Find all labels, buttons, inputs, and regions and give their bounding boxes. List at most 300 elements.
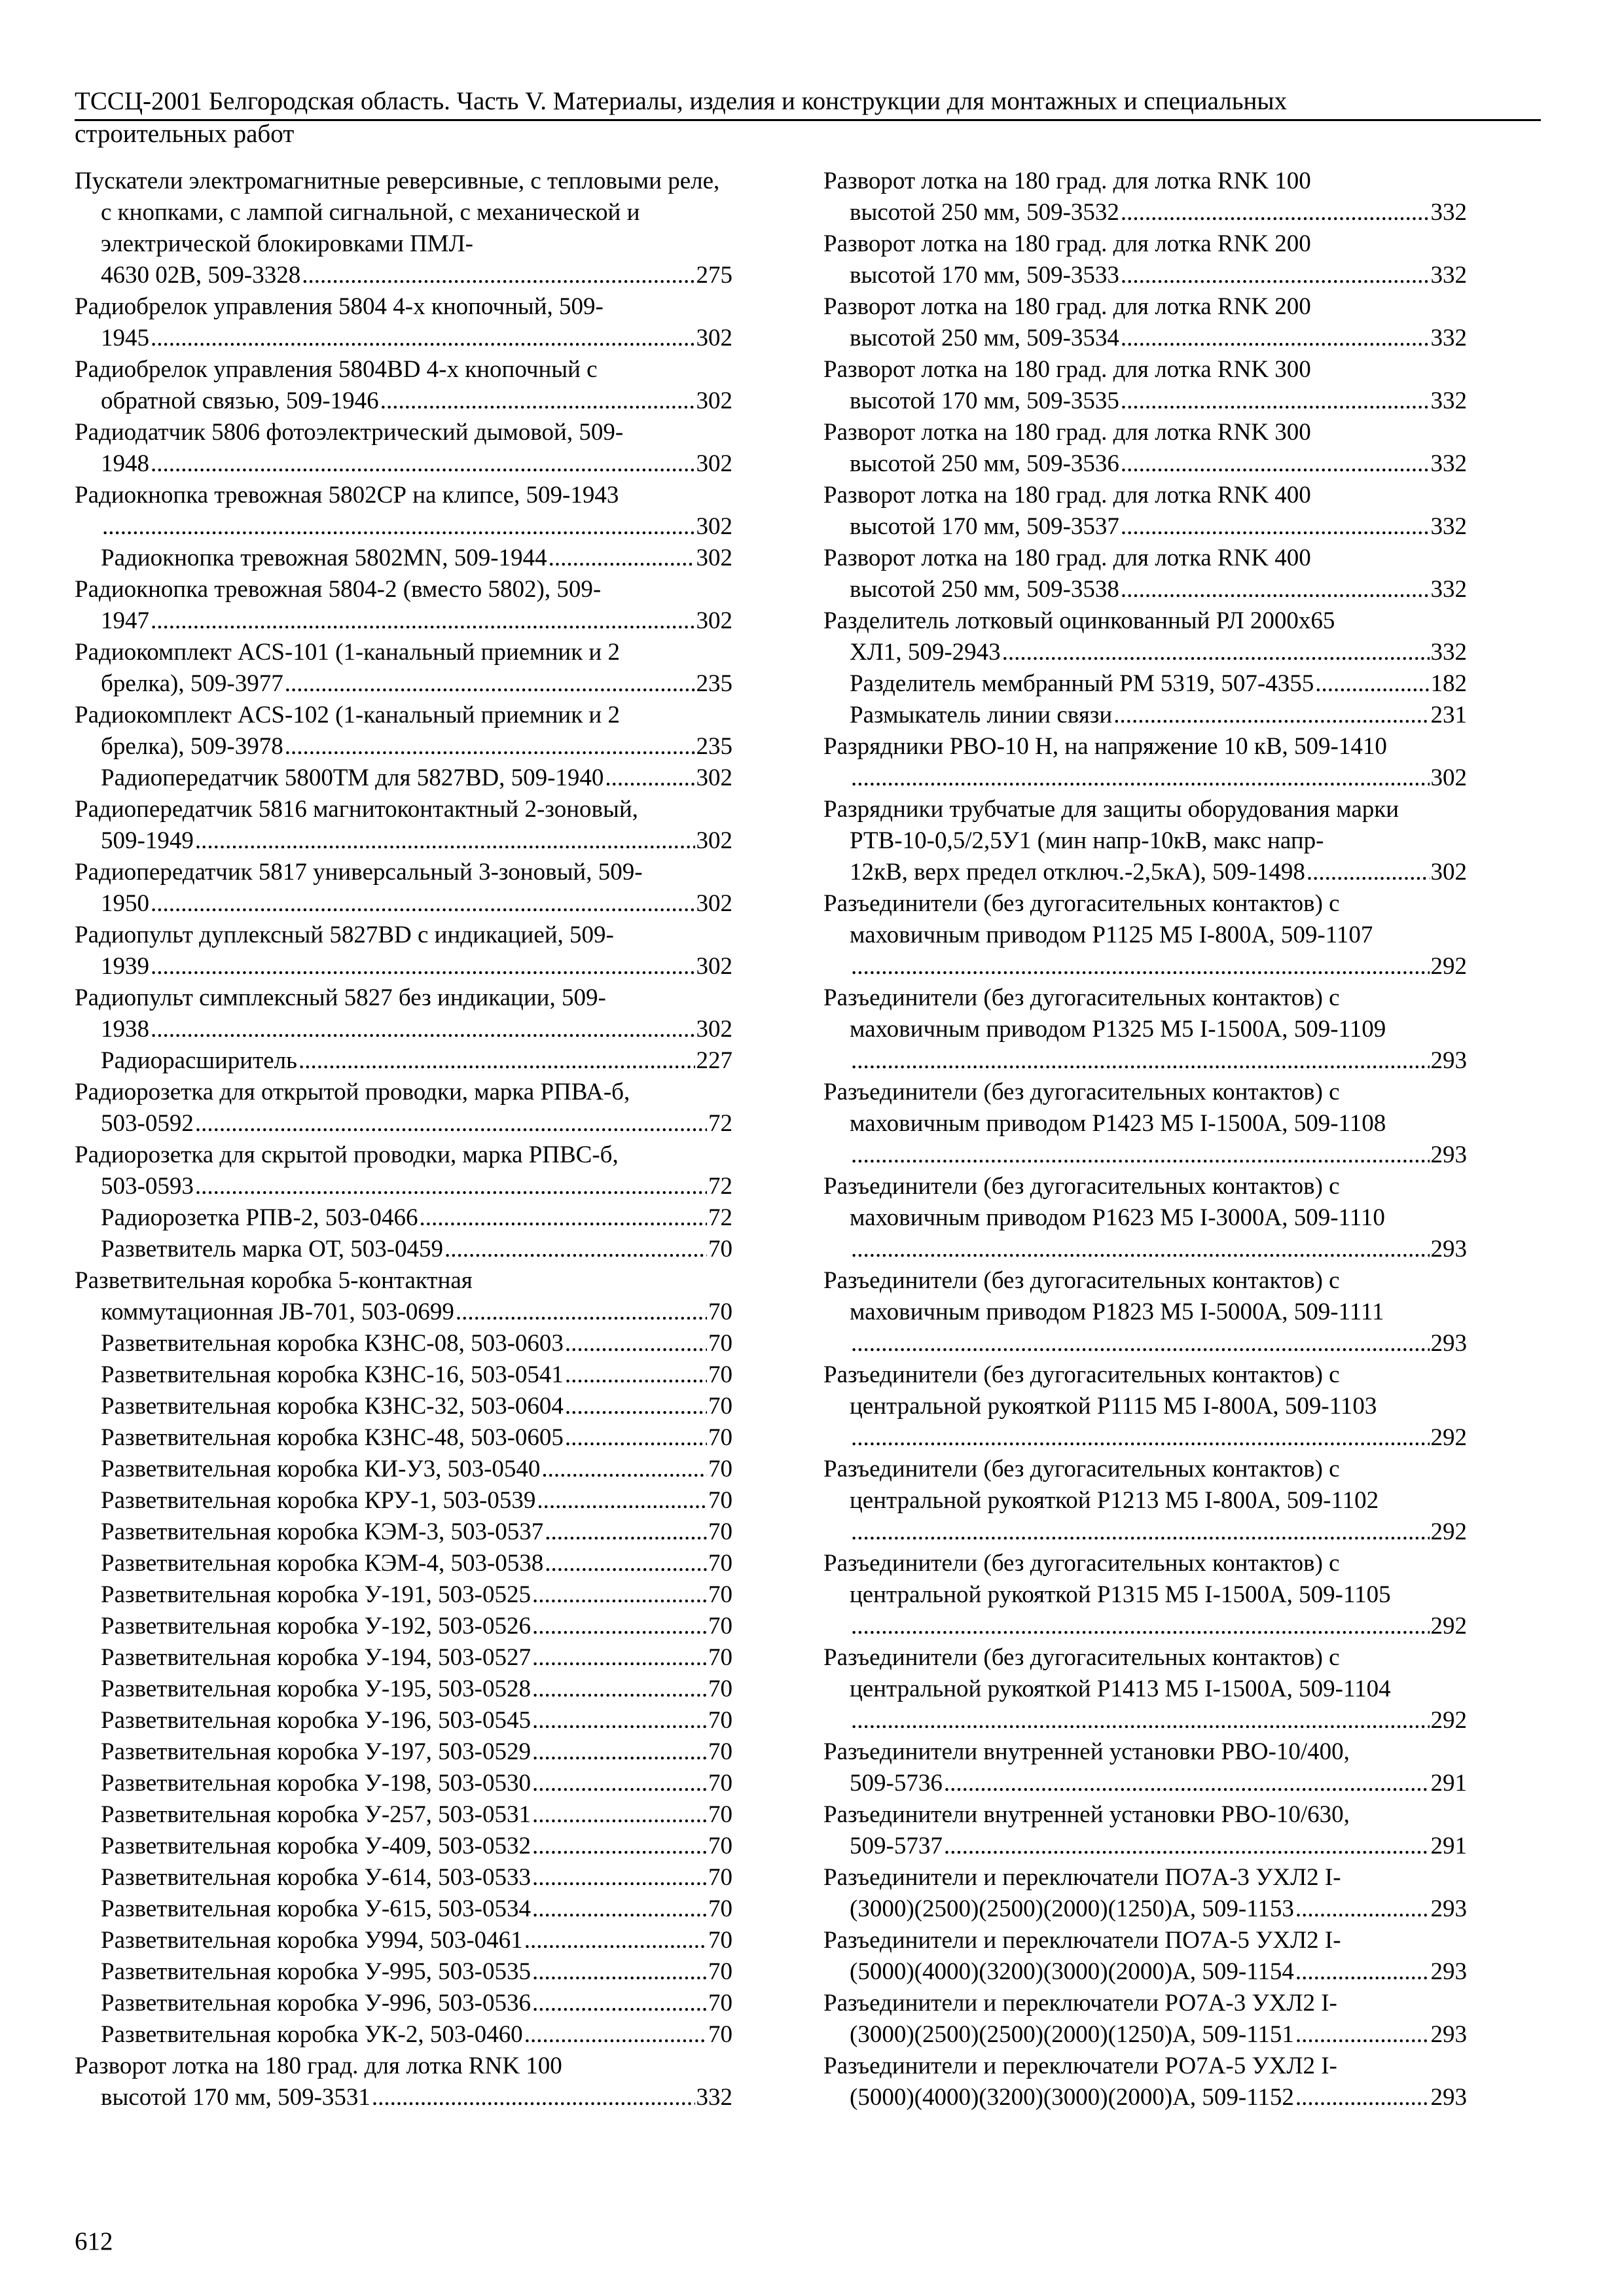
index-entry [75, 1956, 732, 1988]
index-entry [823, 2051, 1467, 2113]
dot-leader [851, 762, 1430, 794]
entry-tail-text: Разветвительная коробка У994, 503-0461 [101, 1927, 523, 1954]
index-entry [75, 2019, 732, 2051]
index-entry [823, 888, 1467, 982]
index-entry [823, 543, 1467, 605]
entry-tail-text: высотой 250 мм, 509-3534 [850, 325, 1119, 351]
index-entry [75, 1925, 732, 1956]
index-entry [75, 1831, 732, 1862]
dot-leader [532, 1831, 707, 1862]
index-entry [823, 1077, 1467, 1171]
entry-leader-line [101, 1893, 732, 1925]
index-entry [75, 1862, 732, 1893]
dot-leader [545, 1548, 707, 1579]
entry-page-number: 302 [1430, 764, 1467, 791]
entry-tail-text: 1950 [101, 890, 149, 917]
dot-leader [549, 543, 695, 574]
entry-leader-line [850, 2019, 1467, 2051]
index-entry [823, 1454, 1467, 1548]
entry-leader-line [850, 857, 1467, 888]
index-entry [823, 228, 1467, 291]
entry-text: Разворот лотка на 180 град. для лотка RNK 300 [823, 419, 1311, 446]
entry-page-number: 293 [1430, 1958, 1467, 1985]
dot-leader [532, 1988, 707, 2019]
dot-leader [944, 1831, 1430, 1862]
index-entry [823, 1548, 1467, 1642]
entry-page-number: 332 [1430, 576, 1467, 603]
index-entry [75, 543, 732, 574]
entry-page-number: 275 [696, 262, 732, 289]
dot-leader [285, 731, 695, 762]
entry-leader-line [101, 1705, 732, 1736]
entry-page-number: 70 [708, 1424, 732, 1451]
entry-tail-text: (3000)(2500)(2500)(2000)(1250)А, 509-1151 [850, 2021, 1294, 2048]
entry-leader-line [101, 448, 732, 480]
index-entry [75, 166, 732, 291]
entry-page-number: 291 [1430, 1770, 1467, 1797]
header-title-line2: строительных работ [75, 120, 295, 148]
entry-text: Радиорозетка для открытой проводки, марка РПВА-б, [75, 1079, 630, 1105]
index-entry [75, 1422, 732, 1454]
index-entry [823, 794, 1467, 888]
entry-text: Радиопередатчик 5817 универсальный 3-зоновый, 509- [75, 859, 643, 886]
entry-leader-line [850, 1831, 1467, 1862]
entry-tail-text: Разветвительная коробка У-615, 503-0534 [101, 1895, 532, 1922]
dot-leader [151, 323, 695, 354]
entry-page-number: 70 [708, 1864, 732, 1891]
entry-page-number: 292 [1430, 1518, 1467, 1545]
entry-leader-line [101, 1171, 732, 1202]
entry-leader-line [850, 448, 1467, 480]
dot-leader [545, 1516, 707, 1548]
entry-page-number: 332 [1430, 199, 1467, 226]
entry-text: Радиокнопка тревожная 5802СР на клипсе, 509-1943 [75, 482, 619, 509]
entry-leader-line [850, 260, 1467, 291]
dot-leader [532, 1579, 707, 1611]
entry-text: Разъединители и переключатели ПО7А-3 УХЛ2 I- [823, 1864, 1341, 1891]
entry-page-number: 70 [708, 1613, 732, 1640]
index-entry [75, 1548, 732, 1579]
entry-leader-line [850, 197, 1467, 228]
entry-leader-line [101, 1956, 732, 1988]
entry-text: Разъединители (без дугогасительных контактов) с маховичным приводом Р1823 М5 I-5000А, 509-1111 [823, 1267, 1384, 1325]
entry-tail-text: 509-5736 [850, 1770, 943, 1797]
entry-tail-text: 4630 02В, 509-3328 [101, 262, 301, 289]
entry-page-number: 235 [696, 733, 732, 760]
entry-page-number: 70 [708, 1581, 732, 1608]
entry-page-number: 70 [708, 1644, 732, 1671]
index-entry [75, 1139, 732, 1202]
dot-leader [1315, 668, 1429, 700]
entry-text: Радиорозетка для скрытой проводки, марка РПВС-б, [75, 1141, 619, 1168]
entry-tail-text: брелка), 509-3977 [101, 670, 283, 697]
index-entry [75, 1077, 732, 1139]
entry-leader-line [101, 1328, 732, 1359]
entry-page-number: 70 [708, 1833, 732, 1859]
index-entry [75, 700, 732, 762]
entry-leader-line [101, 1359, 732, 1391]
entry-text: Радиокомплект ACS-102 (1-канальный приемник и 2 [75, 702, 620, 728]
entry-page-number: 292 [1430, 1707, 1467, 1734]
entry-page-number: 70 [708, 1738, 732, 1765]
dot-leader [851, 951, 1430, 982]
index-entry [823, 1925, 1467, 1988]
entry-tail-text: (3000)(2500)(2500)(2000)(1250)А, 509-1153 [850, 1895, 1294, 1922]
entry-page-number: 72 [708, 1173, 732, 1200]
dot-leader [298, 1045, 695, 1077]
entry-page-number: 70 [708, 1927, 732, 1954]
entry-tail-text: Разветвительная коробка КЗНС-48, 503-0605 [101, 1424, 564, 1451]
dot-leader [151, 1014, 695, 1045]
entry-tail-text: Разветвитель марка ОТ, 503-0459 [101, 1236, 444, 1263]
entry-leader-line [101, 1485, 732, 1516]
dot-leader [372, 2082, 695, 2113]
dot-leader [851, 1422, 1430, 1454]
entry-leader-line [101, 2019, 732, 2051]
entry-leader-line [101, 825, 732, 857]
entry-page-number: 231 [1430, 702, 1467, 728]
entry-leader-line [101, 386, 732, 417]
dot-leader [851, 1516, 1430, 1548]
entry-text: Разворот лотка на 180 град. для лотка RNK 200 [823, 293, 1311, 320]
entry-page-number: 70 [708, 1236, 732, 1263]
index-entry [75, 920, 732, 982]
entry-leader-line [850, 574, 1467, 605]
entry-leader-line [101, 1234, 732, 1265]
index-entry [823, 731, 1467, 794]
index-entry [75, 1674, 732, 1705]
entry-text: Пускатели электромагнитные реверсивные, с тепловыми реле, с кнопками, с лампой сигнальной, с механической и электрической блокировками ПМЛ- [75, 168, 720, 257]
index-entry [75, 1768, 732, 1799]
entry-tail-text: Радиокнопка тревожная 5802MN, 509-1944 [101, 545, 547, 571]
entry-tail-text: (5000)(4000)(3200)(3000)(2000)А, 509-1154 [850, 1958, 1294, 1985]
entry-page-number: 70 [708, 1550, 732, 1577]
entry-page-number: 70 [708, 1770, 732, 1797]
dot-leader [532, 1674, 707, 1705]
page-number: 612 [75, 2227, 113, 2255]
entry-leader-line [101, 888, 732, 920]
entry-page-number: 292 [1430, 953, 1467, 980]
entry-tail-text: Разветвительная коробка У-196, 503-0545 [101, 1707, 532, 1734]
entry-text: Разворот лотка на 180 град. для лотка RNK 400 [823, 482, 1311, 509]
dot-leader [1002, 637, 1430, 668]
entry-leader-line [101, 668, 732, 700]
entry-text: Разъединители (без дугогасительных контактов) с маховичным приводом Р1423 М5 I-1500А, 509-1108 [823, 1079, 1386, 1137]
index-entry [75, 857, 732, 920]
entry-page-number: 70 [708, 1393, 732, 1420]
entry-tail-text: высотой 170 мм, 509-3533 [850, 262, 1119, 289]
entry-leader-line [101, 543, 732, 574]
entry-page-number: 302 [696, 513, 732, 540]
entry-tail-text: 509-1949 [101, 827, 194, 854]
index-entry [823, 417, 1467, 480]
dot-leader [944, 1768, 1430, 1799]
entry-page-number: 302 [696, 890, 732, 917]
entry-page-number: 70 [708, 1518, 732, 1545]
entry-tail-text: 1938 [101, 1016, 149, 1043]
entry-page-number: 70 [708, 1895, 732, 1922]
entry-leader-line [101, 1579, 732, 1611]
dot-leader [195, 825, 695, 857]
dot-leader [851, 1328, 1430, 1359]
entry-leader-line [850, 1234, 1467, 1265]
entry-page-number: 302 [696, 827, 732, 854]
entry-leader-line [850, 1516, 1467, 1548]
entry-text: Разворот лотка на 180 град. для лотка RNK 100 [75, 2053, 562, 2079]
entry-text: Разрядники трубчатые для защиты оборудования марки РТВ-10-0,5/2,5У1 (мин напр-10кВ, макс напр- [823, 796, 1399, 854]
entry-text: Разделитель лотковый оцинкованный РЛ 2000х65 [823, 607, 1335, 634]
entry-tail-text: Размыкатель линии связи [850, 702, 1113, 728]
index-entry [75, 1611, 732, 1642]
header-title-line1: ТССЦ-2001 Белгородская область. Часть V. Материалы, изделия и конструкции для монтажных и специальных [75, 87, 1288, 115]
entry-tail-text: Разветвительная коробка У-194, 503-0527 [101, 1644, 532, 1671]
dot-leader [532, 1893, 707, 1925]
dot-leader [102, 511, 695, 543]
entry-page-number: 302 [696, 325, 732, 351]
entry-tail-text: 1948 [101, 450, 149, 477]
entry-leader-line [101, 1831, 732, 1862]
entry-text: Радиопульт дуплексный 5827BD с индикацией, 509- [75, 922, 614, 948]
entry-tail-text: 12кВ, верх предел отключ.-2,5кА), 509-1498 [850, 859, 1305, 886]
entry-text: Радиопередатчик 5816 магнитоконтактный 2-зоновый, [75, 796, 638, 823]
dot-leader [1295, 2082, 1430, 2113]
entry-leader-line [101, 1108, 732, 1139]
entry-tail-text: высотой 250 мм, 509-3538 [850, 576, 1119, 603]
entry-tail-text: Разветвительная коробка КЗНС-08, 503-0603 [101, 1330, 564, 1357]
dot-leader [532, 1705, 707, 1736]
entry-leader-line [101, 951, 732, 982]
dot-leader [565, 1422, 707, 1454]
entry-text: Разъединители (без дугогасительных контактов) с центральной рукояткой Р1115 М5 I-800А, 509-1103 [823, 1361, 1377, 1420]
entry-page-number: 302 [696, 450, 732, 477]
entry-leader-line [850, 1328, 1467, 1359]
entry-leader-line [850, 951, 1467, 982]
index-entry [75, 1893, 732, 1925]
index-entry [823, 291, 1467, 354]
dot-leader [1307, 857, 1430, 888]
entry-tail-text: Разветвительная коробка КЭМ-4, 503-0538 [101, 1550, 544, 1577]
index-entry [823, 1359, 1467, 1454]
entry-text: Разъединители (без дугогасительных контактов) с маховичным приводом Р1125 М5 I-800А, 509-1107 [823, 890, 1373, 948]
entry-leader-line [850, 668, 1467, 700]
dot-leader [1295, 2019, 1430, 2051]
index-entry [823, 166, 1467, 228]
dot-leader [1121, 574, 1430, 605]
index-entry [75, 1454, 732, 1485]
entry-leader-line [101, 1925, 732, 1956]
entry-leader-line [101, 1736, 732, 1768]
entry-page-number: 302 [696, 953, 732, 980]
dot-leader [195, 1171, 707, 1202]
entry-tail-text: высотой 170 мм, 509-3531 [101, 2084, 370, 2111]
entry-page-number: 292 [1430, 1424, 1467, 1451]
entry-page-number: 293 [1430, 1047, 1467, 1074]
entry-text: Радиобрелок управления 5804BD 4-х кнопочный с [75, 356, 598, 383]
index-entry [823, 1988, 1467, 2051]
entry-leader-line [101, 1768, 732, 1799]
index-entry [75, 1359, 732, 1391]
entry-text: Разворот лотка на 180 град. для лотка RNK 200 [823, 230, 1311, 257]
index-entry [823, 982, 1467, 1077]
index-entry [75, 1736, 732, 1768]
dot-leader [532, 1799, 707, 1831]
dot-leader [195, 1108, 707, 1139]
entry-page-number: 70 [708, 1801, 732, 1828]
entry-page-number: 332 [696, 2084, 732, 2111]
dot-leader [302, 260, 695, 291]
entry-leader-line [101, 1014, 732, 1045]
entry-text: Радиокнопка тревожная 5804-2 (вместо 5802), 509- [75, 576, 602, 603]
index-entry [75, 1799, 732, 1831]
index-entry [823, 668, 1467, 700]
entry-page-number: 332 [1430, 513, 1467, 540]
entry-tail-text: высотой 250 мм, 509-3536 [850, 450, 1119, 477]
entry-text: Разъединители внутренней установки РВО-10/630, [823, 1801, 1350, 1828]
dot-leader [151, 448, 695, 480]
entry-tail-text: высотой 170 мм, 509-3537 [850, 513, 1119, 540]
entry-page-number: 70 [708, 2021, 732, 2048]
entry-leader-line [101, 1988, 732, 2019]
entry-page-number: 70 [708, 1330, 732, 1357]
entry-tail-text: Разветвительная коробка У-197, 503-0529 [101, 1738, 532, 1765]
dot-leader [1121, 323, 1430, 354]
index-entry [75, 1045, 732, 1077]
entry-leader-line [101, 511, 732, 543]
index-entry [823, 480, 1467, 543]
entry-tail-text: высотой 170 мм, 509-3535 [850, 387, 1119, 414]
entry-text: Разъединители внутренней установки РВО-10/400, [823, 1738, 1350, 1765]
entry-text: Разъединители и переключатели ПО7А-5 УХЛ2 I- [823, 1927, 1341, 1954]
entry-text: Разрядники РВО-10 Н, на напряжение 10 кВ, 509-1410 [823, 733, 1387, 760]
entry-tail-text: 509-5737 [850, 1833, 943, 1859]
entry-leader-line [101, 605, 732, 637]
entry-page-number: 332 [1430, 450, 1467, 477]
entry-page-number: 72 [708, 1110, 732, 1137]
entry-page-number: 332 [1430, 262, 1467, 289]
entry-tail-text: Радиопередатчик 5800ТМ для 5827BD, 509-1940 [101, 764, 604, 791]
entry-page-number: 293 [1430, 1236, 1467, 1263]
page-header [75, 86, 1541, 148]
dot-leader [444, 1234, 707, 1265]
entry-leader-line [850, 1768, 1467, 1799]
index-entry [75, 1485, 732, 1516]
entry-tail-text: Разветвительная коробка У-198, 503-0530 [101, 1770, 532, 1797]
entry-tail-text: 503-0593 [101, 1173, 194, 1200]
dot-leader [532, 1736, 707, 1768]
dot-leader [565, 1391, 707, 1422]
dot-leader [1121, 197, 1430, 228]
index-entry [75, 637, 732, 700]
entry-page-number: 293 [1430, 2084, 1467, 2111]
entry-text: Разворот лотка на 180 град. для лотка RNK 300 [823, 356, 1311, 383]
entry-leader-line [850, 386, 1467, 417]
dot-leader [541, 1454, 707, 1485]
dot-leader [851, 1234, 1430, 1265]
entry-page-number: 302 [696, 607, 732, 634]
index-entry [75, 2051, 732, 2113]
entry-tail-text: Разветвительная коробка У-409, 503-0532 [101, 1833, 532, 1859]
entry-tail-text: Радиорозетка РПВ-2, 503-0466 [101, 1204, 418, 1231]
entry-leader-line [850, 511, 1467, 543]
entry-leader-line [101, 1799, 732, 1831]
entry-page-number: 70 [708, 1487, 732, 1514]
entry-page-number: 302 [696, 387, 732, 414]
entry-tail-text: Разветвительная коробка У-614, 503-0533 [101, 1864, 532, 1891]
entry-tail-text: 1945 [101, 325, 149, 351]
entry-text: Разъединители (без дугогасительных контактов) с центральной рукояткой Р1315 М5 I-1500А, 509-1105 [823, 1550, 1391, 1608]
entry-leader-line [850, 2082, 1467, 2113]
entry-leader-line [850, 762, 1467, 794]
entry-page-number: 182 [1430, 670, 1467, 697]
dot-leader [1121, 386, 1430, 417]
index-entry [823, 1799, 1467, 1862]
index-entry [75, 354, 732, 417]
entry-leader-line [101, 1516, 732, 1548]
entry-text: Разъединители и переключатели РО7А-3 УХЛ2 I- [823, 1990, 1337, 2017]
entry-text: Разворот лотка на 180 град. для лотка RNK 100 [823, 168, 1311, 194]
entry-tail-text: брелка), 509-3978 [101, 733, 283, 760]
dot-leader [1121, 260, 1430, 291]
dot-leader [1121, 448, 1430, 480]
entry-leader-line [850, 700, 1467, 731]
entry-leader-line [850, 1422, 1467, 1454]
entry-tail-text: Разделитель мембранный РМ 5319, 507-4355 [850, 670, 1314, 697]
entry-leader-line [850, 1611, 1467, 1642]
entry-page-number: 302 [696, 545, 732, 571]
index-entry [75, 1988, 732, 2019]
entry-leader-line [850, 637, 1467, 668]
index-entry [75, 794, 732, 857]
index-column-right [823, 166, 1467, 2113]
entry-leader-line [101, 1611, 732, 1642]
entry-tail-text: (5000)(4000)(3200)(3000)(2000)А, 509-1152 [850, 2084, 1294, 2111]
index-entry [823, 1862, 1467, 1925]
entry-page-number: 293 [1430, 2021, 1467, 2048]
entry-tail-text: Разветвительная коробка КЗНС-32, 503-0604 [101, 1393, 564, 1420]
entry-leader-line [101, 1674, 732, 1705]
dot-leader [532, 1642, 707, 1674]
entry-tail-text: Разветвительная коробка У-257, 503-0531 [101, 1801, 532, 1828]
entry-page-number: 332 [1430, 387, 1467, 414]
index-entry [823, 700, 1467, 731]
entry-text: Разъединители (без дугогасительных контактов) с центральной рукояткой Р1213 М5 I-800А, 509-1102 [823, 1456, 1379, 1514]
index-entry [75, 1642, 732, 1674]
entry-tail-text: Разветвительная коробка У-191, 503-0525 [101, 1581, 532, 1608]
entry-text: Радиодатчик 5806 фотоэлектрический дымовой, 509- [75, 419, 624, 446]
dot-leader [565, 1359, 707, 1391]
entry-leader-line [101, 1642, 732, 1674]
index-entry [75, 1705, 732, 1736]
entry-leader-line [850, 1705, 1467, 1736]
dot-leader [1295, 1893, 1430, 1925]
entry-page-number: 293 [1430, 1141, 1467, 1168]
entry-tail-text: Разветвительная коробка КРУ-1, 503-0539 [101, 1487, 536, 1514]
entry-tail-text: Разветвительная коробка У-995, 503-0535 [101, 1958, 532, 1985]
dot-leader [1295, 1956, 1430, 1988]
index-entry [75, 1579, 732, 1611]
entry-tail-text: Разветвительная коробка КЗНС-16, 503-0541 [101, 1361, 564, 1388]
entry-tail-text: Разветвительная коробка У-192, 503-0526 [101, 1613, 532, 1640]
entry-tail-text: 503-0592 [101, 1110, 194, 1137]
entry-page-number: 70 [708, 1958, 732, 1985]
index-entry [75, 1234, 732, 1265]
entry-leader-line [101, 1862, 732, 1893]
index-entry [823, 1642, 1467, 1736]
entry-leader-line [101, 1391, 732, 1422]
entry-page-number: 72 [708, 1204, 732, 1231]
index-entry [75, 574, 732, 637]
dot-leader [380, 386, 695, 417]
